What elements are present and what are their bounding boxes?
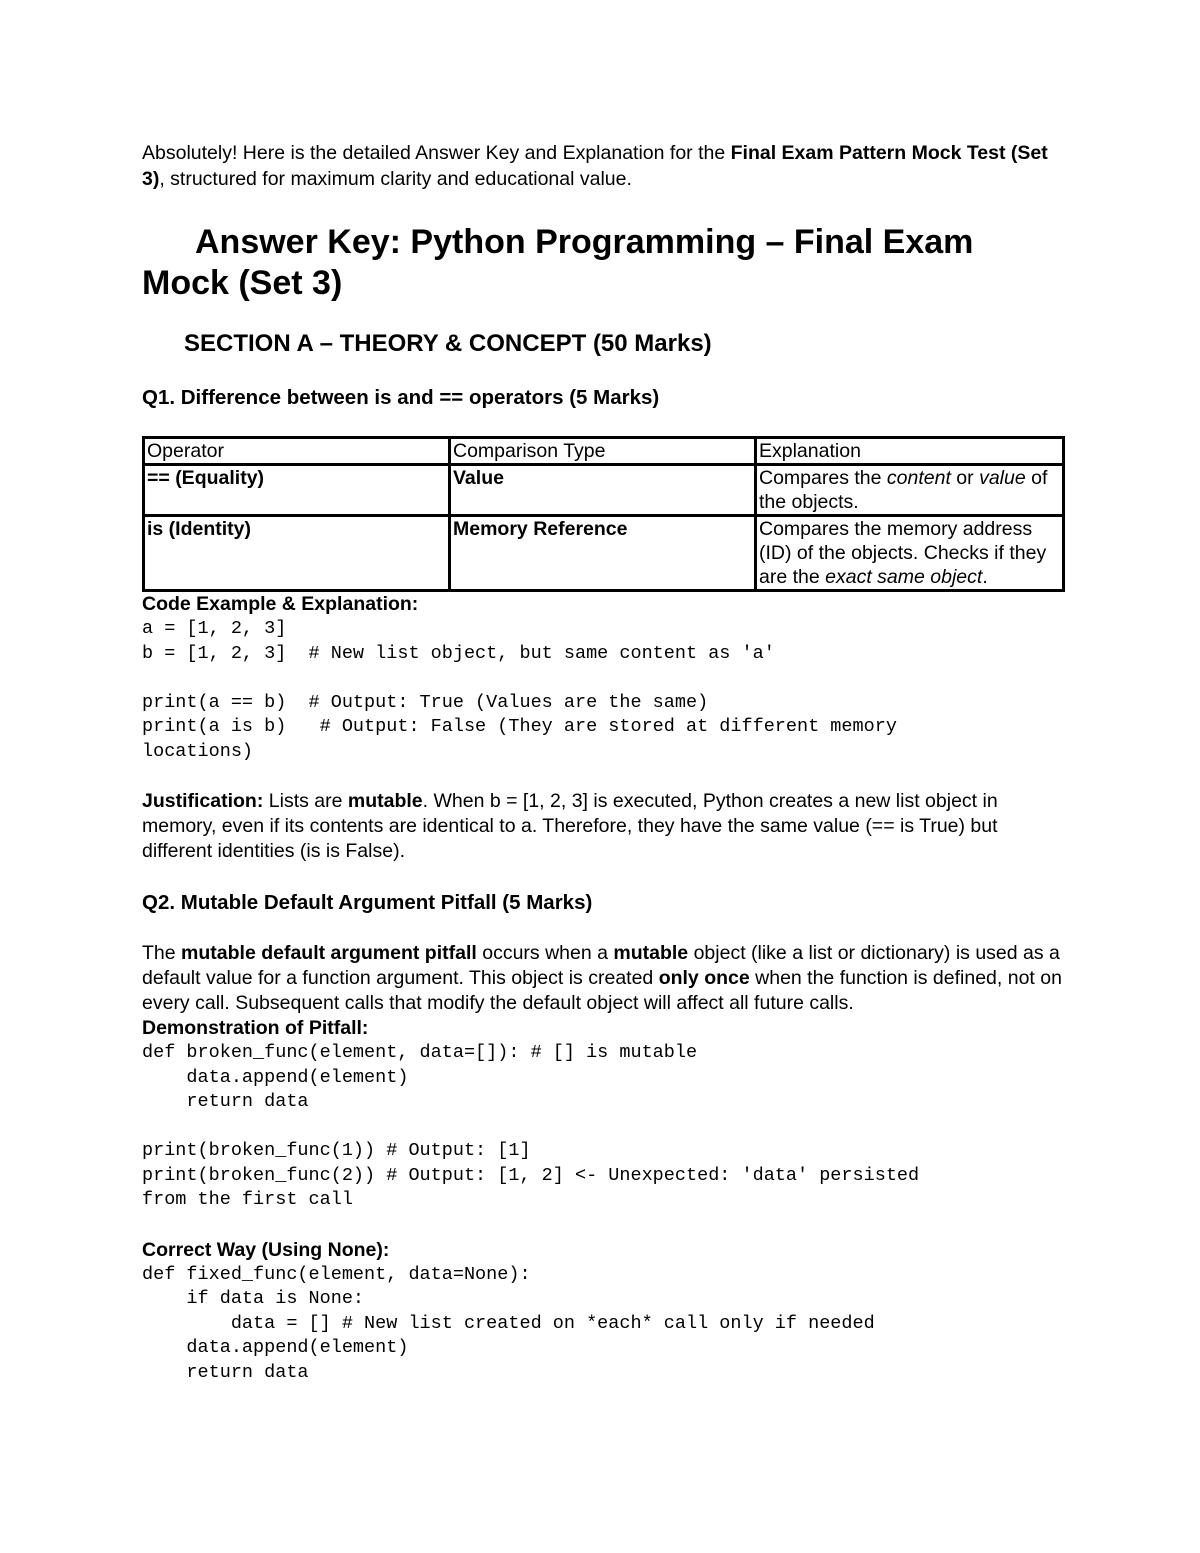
- code-line: data.append(element): [142, 1066, 409, 1088]
- table-cell-explanation: Compares the memory address (ID) of the objects. Checks if they are the exact same object.: [756, 516, 1064, 591]
- code-line: print(a is b) # Output: False (They are stored at different memory: [142, 716, 897, 737]
- code-line: print(broken_func(1)) # Output: [1]: [142, 1140, 531, 1161]
- demo-label: Demonstration of Pitfall:: [142, 1017, 369, 1039]
- table-cell-operator: is (Identity): [144, 516, 450, 591]
- code-line: [142, 666, 1062, 691]
- table-cell-type: Value: [450, 465, 756, 516]
- code-line: def fixed_func(element, data=None):: [142, 1263, 531, 1285]
- table-header-cell: Explanation: [756, 438, 1064, 465]
- table-cell-type: Memory Reference: [450, 516, 756, 591]
- intro-paragraph: [142, 140, 1062, 192]
- intro-bold-text: Final Exam Pattern Mock Test (Set 3): [142, 142, 1048, 190]
- code-line: from the first call: [142, 1189, 353, 1210]
- q1-heading: Q1. Difference between is and == operators (5 Marks): [142, 386, 660, 409]
- table-header-cell: Comparison Type: [450, 438, 756, 465]
- code-line: a = [1, 2, 3]: [142, 618, 287, 639]
- table-row: [144, 516, 1064, 591]
- correct-way-label: Correct Way (Using None):: [142, 1238, 390, 1261]
- q1-code-block: [142, 617, 1062, 764]
- code-line: locations): [142, 740, 254, 762]
- code-line: print(a == b) # Output: True (Values are the same): [142, 691, 709, 713]
- code-line: b = [1, 2, 3] # New list object, but same content as 'a': [142, 642, 775, 664]
- code-line: def broken_func(element, data=[]): # [] is mutable: [142, 1042, 698, 1063]
- code-line: data = [] # New list created on *each* call only if needed: [142, 1312, 875, 1334]
- table-header-cell: Operator: [144, 438, 450, 465]
- page-title: Answer Key: Python Programming – Final Exam Mock (Set 3): [142, 223, 974, 302]
- justification-paragraph: Justification: Lists are mutable. When b = [1, 2, 3] is executed, Python creates a new list object in memory, even if its contents are identical to a. Therefore, they have the same value (== is True) but different identities (is is False).: [142, 790, 998, 862]
- table-cell-explanation: Compares the content or value of the objects.: [756, 465, 1064, 516]
- table-cell-operator: == (Equality): [144, 465, 450, 516]
- code-line: if data is None:: [142, 1288, 365, 1309]
- code-line: return data: [142, 1361, 309, 1383]
- code-line: [142, 1115, 1062, 1140]
- q2-paragraph: The mutable default argument pitfall occurs when a mutable object (like a list or dictionary) is used as a default value for a function argument. This object is created only once when the function is defined, not on every call. Subsequent calls that modify the default object will affect all future calls.: [142, 942, 1062, 1014]
- q2-heading: Q2. Mutable Default Argument Pitfall (5 Marks): [142, 891, 593, 914]
- intro-text-end: , structured for maximum clarity and educational value.: [159, 168, 632, 190]
- justification-label: Justification:: [142, 790, 264, 812]
- code-line: return data: [142, 1091, 309, 1112]
- code-line: print(broken_func(2)) # Output: [1, 2] <- Unexpected: 'data' persisted: [142, 1164, 920, 1186]
- section-a-heading: SECTION A – THEORY & CONCEPT (50 Marks): [184, 330, 712, 357]
- document-page: [142, 140, 1062, 1385]
- code-line: data.append(element): [142, 1337, 409, 1358]
- intro-text: Absolutely! Here is the detailed Answer Key and Explanation for the: [142, 142, 731, 164]
- table-row: [144, 465, 1064, 516]
- q2-demo-code-block: [142, 1041, 1062, 1213]
- q2-correct-code-block: [142, 1263, 1062, 1386]
- code-example-label: Code Example & Explanation:: [142, 593, 419, 615]
- operators-table: [142, 436, 1065, 592]
- table-header-row: [144, 438, 1064, 465]
